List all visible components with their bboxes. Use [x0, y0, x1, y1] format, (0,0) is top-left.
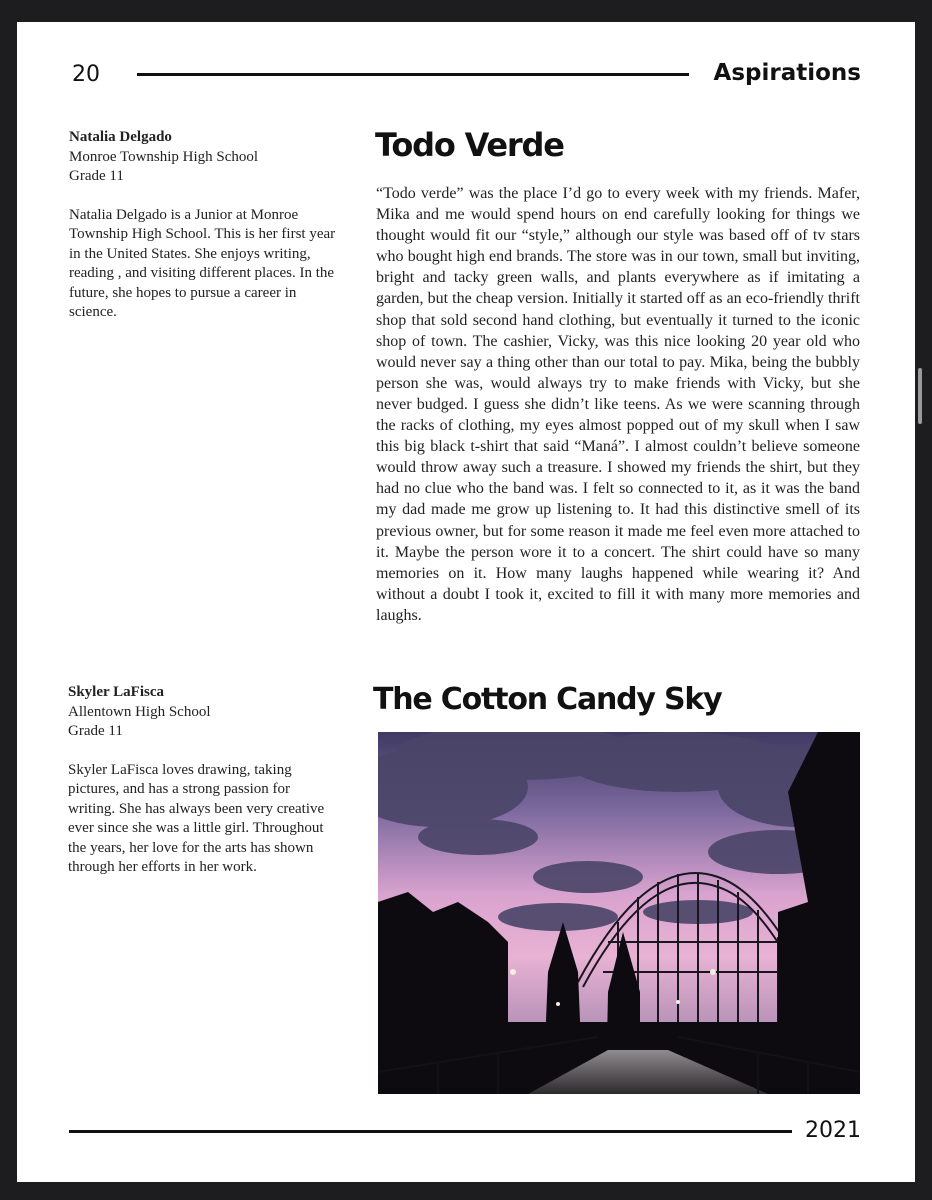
magazine-page	[17, 22, 915, 1182]
author-description: Natalia Delgado is a Junior at Monroe Township High School. This is her first year in the United States. She enjoys writing, reading , and visiting different places. In the future, she hopes to pursue a career in science.	[69, 206, 336, 320]
page-number: 20	[72, 62, 100, 87]
section-title: Aspirations	[713, 60, 861, 86]
article-title-todo-verde: Todo Verde	[375, 126, 564, 164]
author-grade: Grade 11	[69, 168, 124, 184]
footer-rule	[69, 1130, 792, 1133]
article-title-cotton-candy-sky: The Cotton Candy Sky	[373, 682, 722, 717]
author-school: Monroe Township High School	[69, 148, 259, 165]
roller-coaster-photo	[378, 732, 860, 1094]
author-school: Allentown High School	[68, 703, 211, 720]
author-name: Natalia Delgado	[69, 129, 172, 145]
article-body: “Todo verde” was the place I’d go to every week with my friends. Mafer, Mika and me would spend hours on end carefully looking for things we thought would fit our “style,” although our style was based off of tv stars who bought high end brands. The store was in our town, small but inviting, bright and tacky green walls, and plants everywhere as if imitating a garden, but the cheap version. Initially it started off as an eco-friendly thrift shop that sold second hand clothing, but eventually it turned to the iconic shop of town. The cashier, Vicky, was this nice looking 20 year old who would never say a thing other than our total to pay. Mika, being the bubbly person she was, would always try to make friends with Vicky, but she never budged. I guess she didn’t like teens. As we were scanning through the racks of clothing, my eyes almost popped out of my skull when I saw this big black t-shirt that said “Maná”. I almost couldn’t believe someone would throw away such a treasure. I showed my friends the shirt, but they had no clue who the band was. I felt so connected to it, as it was the band my dad made me grow up listening to. It had this distinctive smell of its previous owner, but for some reason it made me feel even more attached to it. Maybe the person wore it to a concert. The shirt could have so many memories on it. How many laughs happened while wearing it? And without a doubt I took it, excited to fill it with many more memories and laughs.	[376, 185, 860, 624]
footer-year: 2021	[805, 1118, 861, 1143]
author-description: Skyler LaFisca loves drawing, taking pictures, and has a strong passion for writing. She has always been very creative ever since she was a little girl. Throughout the years, her love for the arts has shown through her efforts in her work.	[68, 761, 325, 875]
author-bio-1	[69, 128, 339, 323]
author-bio-2	[68, 683, 338, 878]
author-grade: Grade 11	[68, 723, 123, 739]
author-name: Skyler LaFisca	[68, 684, 164, 700]
scrollbar-thumb[interactable]	[918, 368, 922, 424]
header-rule	[137, 73, 689, 76]
